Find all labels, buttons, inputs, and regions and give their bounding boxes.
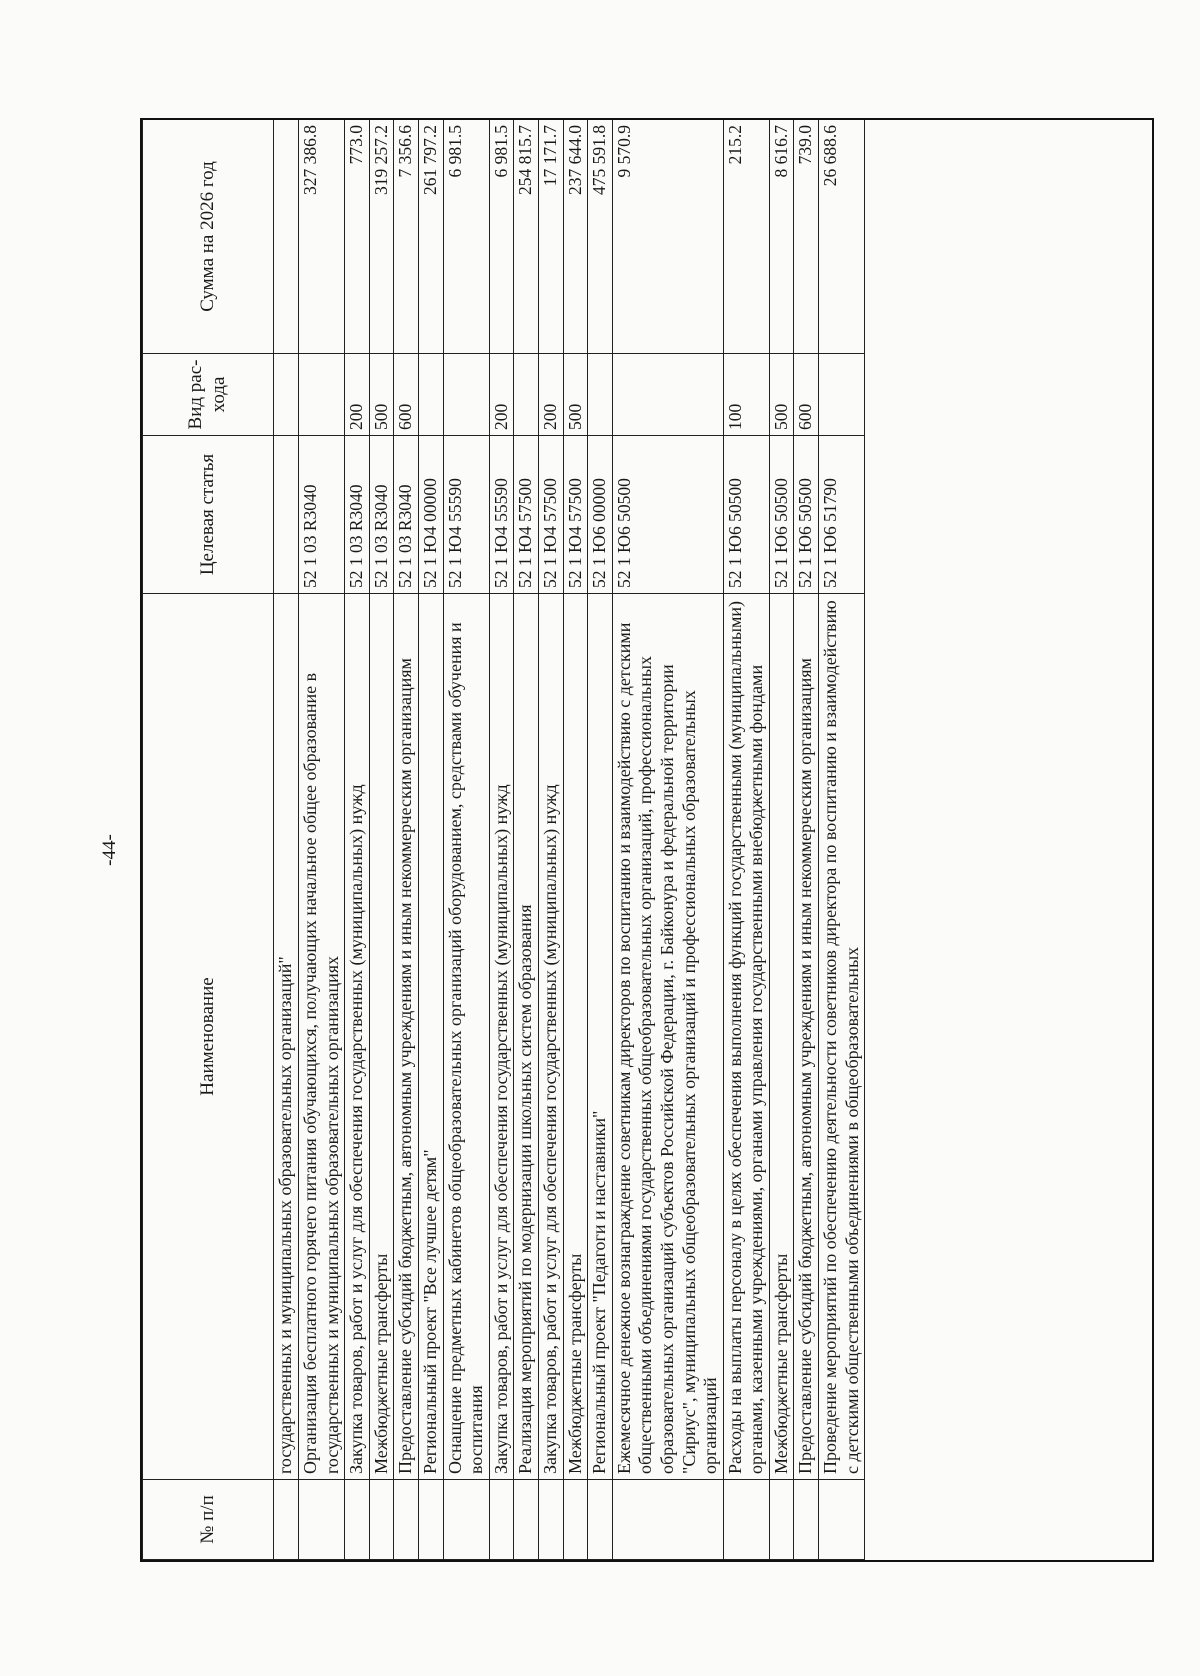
cell-num <box>345 1480 370 1560</box>
cell-code: 52 1 Ю6 50500 <box>769 436 794 594</box>
table-region <box>142 120 1200 1544</box>
cell-type: 500 <box>369 354 394 436</box>
header-name: Наименование <box>143 594 274 1480</box>
cell-type: 200 <box>489 354 514 436</box>
cell-sum: 6 981.5 <box>489 120 514 354</box>
table-row <box>514 120 539 1560</box>
cell-code: 52 1 03 R3040 <box>369 436 394 594</box>
cell-sum: 215.2 <box>723 120 769 354</box>
cell-name: Ежемесячное денежное вознаграждение советникам директоров по воспитанию и взаимодействию с детскими общественными объединениями государственных общеобразовательных организаций, профессиональных образовательных организаций субъектов Российской Федерации, г. Байконура и федеральной территории "Сириус", муниципальных общеобразовательных организаций и профессиональных образовательных организаций <box>612 594 723 1480</box>
cell-name: Закупка товаров, работ и услуг для обеспечения государственных (муниципальных) нужд <box>489 594 514 1480</box>
cell-sum <box>274 120 299 354</box>
cell-code: 52 1 Ю4 57500 <box>563 436 588 594</box>
cell-sum: 773.0 <box>345 120 370 354</box>
cell-sum: 237 644.0 <box>563 120 588 354</box>
cell-name: Межбюджетные трансферты <box>369 594 394 1480</box>
cell-type <box>514 354 539 436</box>
cell-num <box>819 1480 865 1560</box>
cell-code: 52 1 03 R3040 <box>345 436 370 594</box>
cell-num <box>489 1480 514 1560</box>
header-sum: Сумма на 2026 год <box>143 120 274 354</box>
cell-name: Региональный проект "Все лучшее детям" <box>418 594 443 1480</box>
cell-name: Расходы на выплаты персоналу в целях обеспечения выполнения функций государственными (муниципальными) органами, казенными учреждениями, органами управления государственными внебюджетными фондами <box>723 594 769 1480</box>
table-row <box>345 120 370 1560</box>
cell-num <box>418 1480 443 1560</box>
table-row <box>538 120 563 1560</box>
cell-code: 52 1 Ю6 00000 <box>588 436 613 594</box>
cell-type: 200 <box>345 354 370 436</box>
table-row <box>299 120 345 1560</box>
cell-type <box>588 354 613 436</box>
cell-name: Предоставление субсидий бюджетным, автономным учреждениям и иным некоммерческим организациям <box>794 594 819 1480</box>
table-row <box>443 120 489 1560</box>
cell-num <box>794 1480 819 1560</box>
cell-type <box>443 354 489 436</box>
cell-type: 100 <box>723 354 769 436</box>
cell-sum: 7 356.6 <box>394 120 419 354</box>
cell-type: 600 <box>394 354 419 436</box>
table-row <box>274 120 299 1560</box>
cell-code: 52 1 Ю6 51790 <box>819 436 865 594</box>
table-row <box>588 120 613 1560</box>
cell-code: 52 1 Ю4 00000 <box>418 436 443 594</box>
cell-name: Организация бесплатного горячего питания обучающихся, получающих начальное общее образование в государственных и муниципальных образовательных организациях <box>299 594 345 1480</box>
cell-type <box>819 354 865 436</box>
cell-code <box>274 436 299 594</box>
cell-name: Предоставление субсидий бюджетным, автономным учреждениям и иным некоммерческим организациям <box>394 594 419 1480</box>
table-row <box>723 120 769 1560</box>
cell-name: Оснащение предметных кабинетов общеобразовательных организаций оборудованием, средствами обучения и воспитания <box>443 594 489 1480</box>
cell-num <box>612 1480 723 1560</box>
cell-name: Проведение мероприятий по обеспечению деятельности советников директора по воспитанию и взаимодействию с детскими общественными объединениями в общеобразовательных <box>819 594 865 1480</box>
table-row <box>394 120 419 1560</box>
cell-sum: 254 815.7 <box>514 120 539 354</box>
cell-code: 52 1 Ю6 50500 <box>723 436 769 594</box>
cell-sum: 26 688.6 <box>819 120 865 354</box>
cell-num <box>274 1480 299 1560</box>
table-row <box>794 120 819 1560</box>
cell-code: 52 1 03 R3040 <box>394 436 419 594</box>
cell-sum: 261 797.2 <box>418 120 443 354</box>
cell-code: 52 1 Ю6 50500 <box>612 436 723 594</box>
header-type: Вид рас-хода <box>143 354 274 436</box>
cell-name: государственных и муниципальных образовательных организаций" <box>274 594 299 1480</box>
cell-num <box>369 1480 394 1560</box>
rotated-sheet <box>142 120 1152 1560</box>
cell-sum: 9 570.9 <box>612 120 723 354</box>
cell-code: 52 1 03 R3040 <box>299 436 345 594</box>
table-row <box>612 120 723 1560</box>
cell-name: Закупка товаров, работ и услуг для обеспечения государственных (муниципальных) нужд <box>538 594 563 1480</box>
cell-code: 52 1 Ю4 57500 <box>514 436 539 594</box>
cell-sum: 327 386.8 <box>299 120 345 354</box>
cell-type <box>274 354 299 436</box>
cell-type: 200 <box>538 354 563 436</box>
cell-num <box>538 1480 563 1560</box>
cell-type <box>299 354 345 436</box>
cell-type <box>418 354 443 436</box>
cell-num <box>588 1480 613 1560</box>
cell-type: 500 <box>563 354 588 436</box>
table-row <box>369 120 394 1560</box>
cell-name: Закупка товаров, работ и услуг для обеспечения государственных (муниципальных) нужд <box>345 594 370 1480</box>
cell-num <box>769 1480 794 1560</box>
cell-type: 500 <box>769 354 794 436</box>
cell-name: Межбюджетные трансферты <box>769 594 794 1480</box>
table-row <box>819 120 865 1560</box>
table-row <box>563 120 588 1560</box>
header-code: Целевая статья <box>143 436 274 594</box>
cell-sum: 319 257.2 <box>369 120 394 354</box>
cell-num <box>563 1480 588 1560</box>
table-row <box>489 120 514 1560</box>
cell-name: Реализация мероприятий по модернизации школьных систем образования <box>514 594 539 1480</box>
cell-type: 600 <box>794 354 819 436</box>
cell-sum: 6 981.5 <box>443 120 489 354</box>
cell-sum: 17 171.7 <box>538 120 563 354</box>
cell-sum: 475 591.8 <box>588 120 613 354</box>
cell-name: Межбюджетные трансферты <box>563 594 588 1480</box>
table-row <box>769 120 794 1560</box>
cell-sum: 739.0 <box>794 120 819 354</box>
cell-num <box>394 1480 419 1560</box>
cell-num <box>299 1480 345 1560</box>
cell-num <box>723 1480 769 1560</box>
cell-code: 52 1 Ю4 57500 <box>538 436 563 594</box>
cell-type <box>612 354 723 436</box>
cell-name: Региональный проект "Педагоги и наставники" <box>588 594 613 1480</box>
cell-num <box>443 1480 489 1560</box>
table-row <box>418 120 443 1560</box>
header-num: № п/п <box>143 1480 274 1560</box>
cell-code: 52 1 Ю6 50500 <box>794 436 819 594</box>
cell-code: 52 1 Ю4 55590 <box>489 436 514 594</box>
cell-code: 52 1 Ю4 55590 <box>443 436 489 594</box>
table-header-row <box>143 120 274 1560</box>
budget-table <box>142 119 865 1560</box>
page-number: -44- <box>99 834 120 866</box>
cell-sum: 8 616.7 <box>769 120 794 354</box>
cell-num <box>514 1480 539 1560</box>
